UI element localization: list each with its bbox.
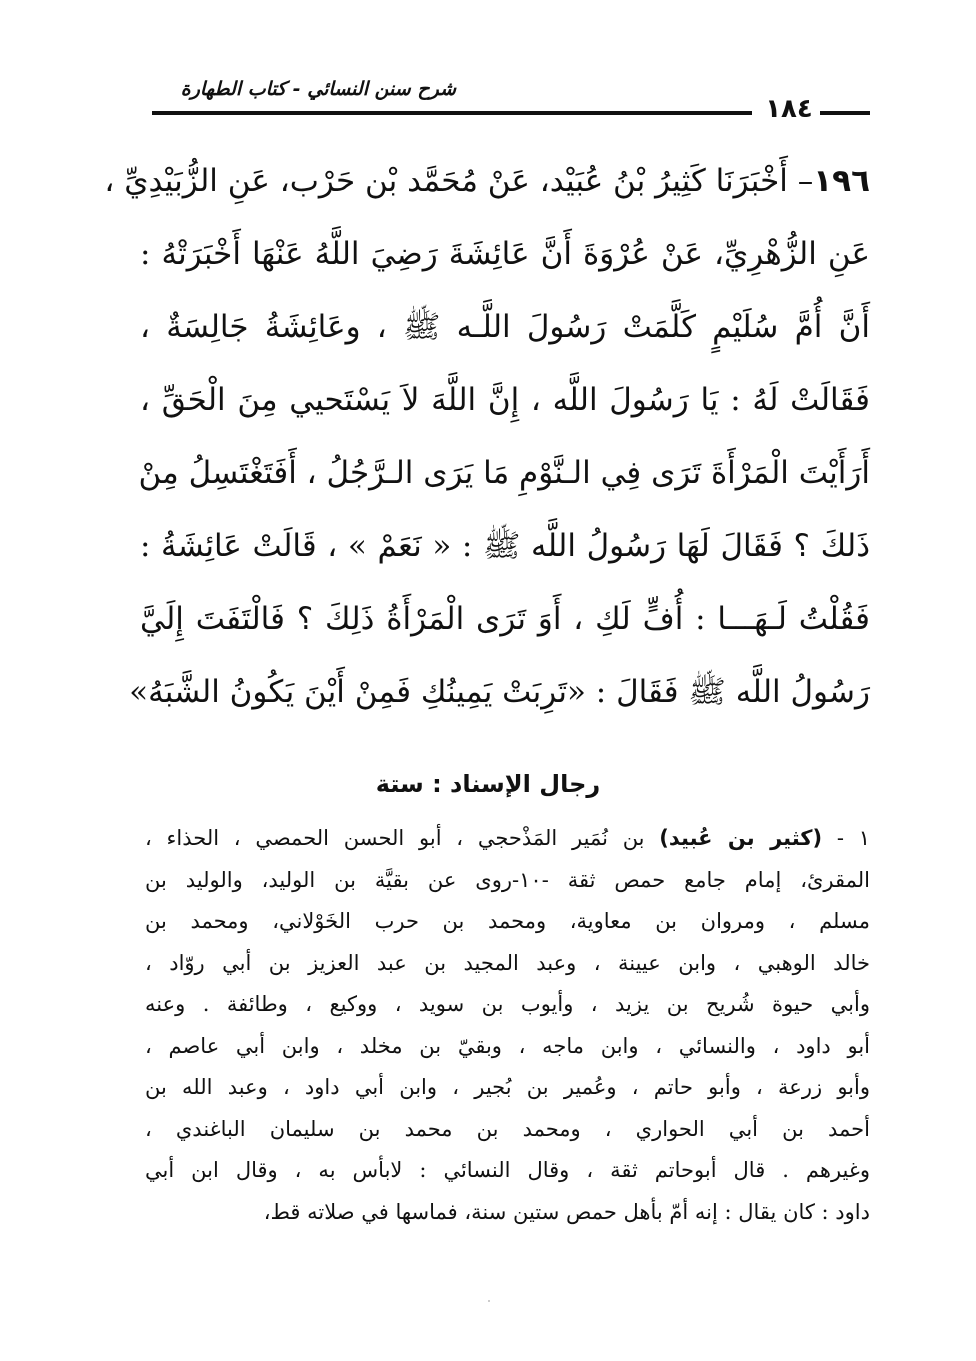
hadith-dash: – xyxy=(797,163,814,199)
hadith-line-3: أَنَّ أُمَّ سُلَيْمٍ كَلَّمَتْ رَسُولَ اللَّـه ﷺ ، وعَائِشَةُ جَالِسَةٌ ، xyxy=(140,309,870,345)
hadith-line-6: ذَلكَ ؟ فَقَالَ لَهَا رَسُولُ اللَّه ﷺ : « نَعَمْ » ، قَالَتْ عَائِشَةُ : xyxy=(140,528,870,564)
hadith-line-text: أَخْبَرَنَا كَثِيرُ بْنُ عُبَيْد، عَنْ مُحَمَّد بْن حَرْب، عَنِ الزُّبَيْدِيِّ ، xyxy=(104,163,788,199)
header-rule-right xyxy=(820,111,870,115)
narrator-name: (كثير بن عُبيد) xyxy=(659,826,823,850)
running-header-title: شرح سنن النسائي - كتاب الطهارة xyxy=(180,78,456,100)
commentary-line-8: أحمد بن أبي الحواري ، ومحمد بن محمد بن سليمان الباغندي ، xyxy=(145,1116,870,1141)
commentary-line-7: وأبو زرعة ، وأبو حاتم ، وعُمير بن بُجير ، وابن أبي داود ، وعبد الله بن xyxy=(145,1075,870,1099)
hadith-line-5: أَرَأَيْتَ الْمَرْأَةَ تَرَى فِي الـنَّوْمِ مَا يَرَى الـرَّجُلُ ، أَفَتَغْتَسِلُ مِنْ xyxy=(138,455,870,491)
commentary-line-2: المقرئ، إمام جامع حمص ثقة -١٠-روى عن بقيَّة بن الوليد، والوليد بن xyxy=(145,867,870,892)
commentary-line-4: خالد الوهبي ، وابن عيينة ، وعبد المجيد بن عبد العزيز بن أبي روّاد ، xyxy=(145,950,870,975)
commentary-line-9: وغيرهم . قال أبوحاتم ثقة ، وقال النسائي : لابأس به ، وقال ابن أبي xyxy=(145,1158,870,1182)
hadith-text xyxy=(104,145,870,729)
hadith-line-7: فَقُلْتُ لَـهَـــا : أُفٍّ لَكِ ، أَوَ تَرَى الْمَرْأَةُ ذَلِكَ ؟ فَالْتَفَتَ إِلَيَّ xyxy=(140,601,870,637)
narrator-description: بن نُمَير المَذْحجي ، أبو الحسن الحمصي ، الحذاء ، xyxy=(145,826,660,850)
commentary-line-3: مسلم ، ومروان بن معاوية، ومحمد بن حرب الخَوْلاني، ومحمد بن xyxy=(145,909,870,933)
page-number: ١٨٤ xyxy=(759,94,819,124)
scan-speck xyxy=(488,1300,490,1302)
hadith-line-8: رَسُولُ اللَّه ﷺ فَقَالَ : «تَرِبَتْ يَمِينُكِ فَمِنْ أَيْنَ يَكُونُ الشَّبَهُ» xyxy=(129,674,870,710)
hadith-line-2: عَنِ الزُّهْرِيِّ، عَنْ عُرْوَةَ أَنَّ عَائِشَةَ رَضِيَ اللَّهُ عَنْهَا أَخْبَرَتْهُ : xyxy=(140,236,870,272)
hadith-number: ١٩٦ xyxy=(813,163,870,199)
hadith-line-1 xyxy=(104,145,870,218)
section-heading: رجال الإسناد : ستة xyxy=(375,770,601,798)
hadith-line-4: فَقَالَتْ لَهُ : يَا رَسُولَ اللَّه ، إِنَّ اللَّهَ لاَ يَسْتَحيي مِنَ الْحَقِّ ، xyxy=(140,382,870,418)
header-rule xyxy=(152,111,752,115)
narrator-index: ١ - xyxy=(822,826,870,850)
commentary-line-6: أبو داود ، والنسائي ، وابن ماجه ، وبقيّ بن مخلد ، وابن أبي عاصم ، xyxy=(145,1033,870,1058)
commentary-line-1 xyxy=(145,818,870,860)
commentary-text xyxy=(145,818,870,1233)
commentary-line-10: داود : كان يقال : إنه أمّ بأهل حمص ستين سنة، فماسها في صلاته قط، xyxy=(263,1199,870,1224)
commentary-line-5: وأبي حيوة شُريح بن يزيد ، وأيوب بن سويد ، ووكيع ، وطائفة . وعنه xyxy=(145,992,870,1016)
